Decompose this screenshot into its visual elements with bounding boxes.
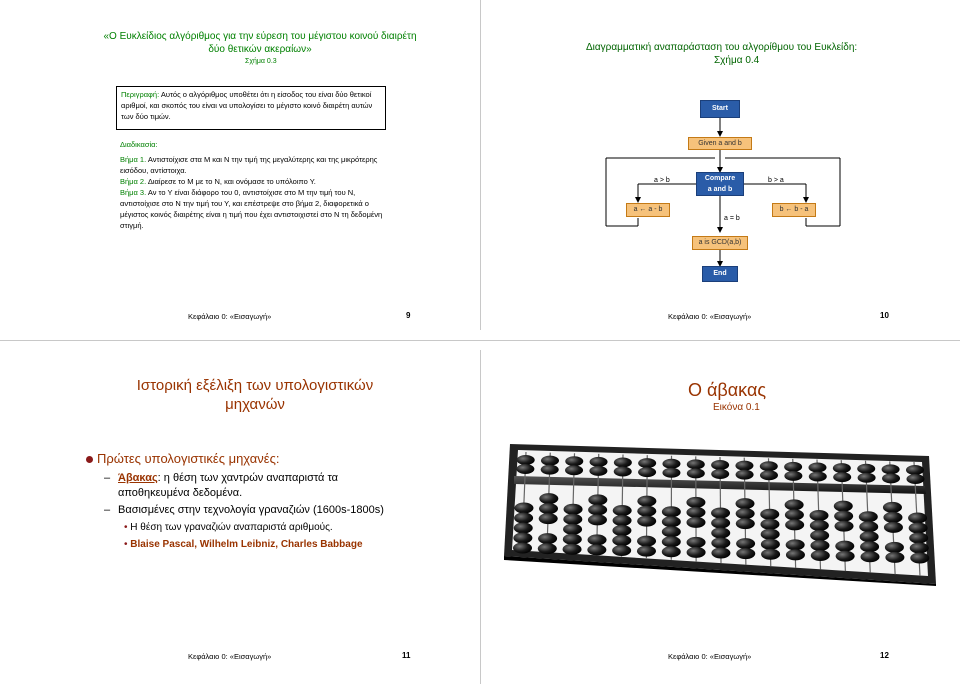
slide-footer: Κεφάλαιο 0: «Εισαγωγή» [668, 652, 752, 661]
flow-gcd: a is GCD(a,b) [692, 236, 748, 250]
flow-label-a-gt-b: a > b [654, 177, 670, 184]
slide-footer: Κεφάλαιο 0: «Εισαγωγή» [188, 312, 272, 321]
bullet-marker [86, 456, 93, 463]
item-label: Άβακας [118, 472, 158, 484]
flow-start: Start [700, 100, 740, 118]
dash-marker: – [104, 504, 111, 516]
figure-caption: Σχήμα 0.3 [245, 58, 277, 65]
sub-bullet-marker: • [124, 539, 128, 550]
page-number: 9 [406, 311, 411, 320]
sub-item-2 [124, 538, 363, 552]
figure-caption: Σχήμα 0.4 [714, 55, 760, 66]
vertical-divider-top [480, 0, 481, 330]
horizontal-divider [0, 340, 960, 341]
step-3 [120, 187, 390, 231]
main-bullet [86, 451, 279, 466]
procedure-label: Διαδικασία: [120, 140, 158, 149]
page-number: 10 [880, 311, 889, 320]
step-label: Βήμα 1. [120, 155, 147, 164]
step-label: Βήμα 3. [120, 188, 147, 197]
slide-title: Ιστορική εξέλιξη των υπολογιστικών μηχανών [136, 377, 374, 413]
figure-caption: Εικόνα 0.1 [713, 402, 760, 413]
flow-given: Given a and b [688, 137, 752, 150]
step-label: Βήμα 2. [120, 177, 147, 186]
dash-marker: – [104, 472, 111, 484]
sub-item-text: Blaise Pascal, Wilhelm Leibniz, Charles Babbage [130, 539, 363, 550]
flow-end: End [702, 266, 738, 282]
slide-title: Διαγραμματική αναπαράσταση του αλγορίθμου του Ευκλείδη: [586, 42, 858, 53]
slide-title: Ο άβακας [688, 380, 767, 400]
list-item-abacus [104, 471, 404, 501]
sub-item-text: Η θέση των γραναζιών αναπαριστά αριθμούς. [130, 522, 333, 533]
slide-footer: Κεφάλαιο 0: «Εισαγωγή» [668, 312, 752, 321]
item-text: Βασισμένες στην τεχνολογία γραναζιών (1600s-1800s) [118, 504, 384, 516]
list-item-gears [104, 503, 444, 518]
slide-footer: Κεφάλαιο 0: «Εισαγωγή» [188, 652, 272, 661]
step-text: Αν το Υ είναι διάφορο του 0, αντιστοίχισε στο Μ την τιμή του Ν, αντιστοίχισε στο Ν την τιμή του Υ, και επέστρεψε στο βήμα 2, διαφορετικά ο μέγιστος κοινός διαιρέτης είναι η τιμή που έχει αντιστοιχιστεί στο Ν τη δεδομένη στιγμή. [120, 188, 383, 230]
step-text: Διαίρεσε το Μ με το Ν, και ονόμασε το υπόλοιπο Υ. [146, 177, 316, 186]
step-text: Αντιστοίχισε στα Μ και Ν την τιμή της μεγαλύτερης και της μικρότερης εισόδου, αντίστοιχα. [120, 155, 378, 175]
description-text: Αυτός ο αλγόριθμος υποθέτει ότι η είσοδος του είναι δύο θετικοί αριθμοί, και σκοπός του είναι να υπολογίσει το μέγιστο κοινό διαιρέτη αυτών των δύο τιμών. [121, 90, 373, 121]
flow-left-op: a ← a - b [626, 203, 670, 217]
abacus-image [504, 436, 939, 586]
description-box [116, 86, 386, 130]
sub-bullet-marker: • [124, 522, 128, 533]
bullet-text: Πρώτες υπολογιστικές μηχανές: [97, 451, 280, 466]
vertical-divider-bottom [480, 350, 481, 684]
flow-label-b-gt-a: b > a [768, 177, 784, 184]
description-label: Περιγραφή: [121, 90, 160, 99]
sub-item-1 [124, 521, 333, 535]
flow-compare: Compare a and b [696, 172, 744, 196]
flow-right-op: b ← b - a [772, 203, 816, 217]
page-number: 11 [402, 651, 411, 660]
slide-title: «Ο Ευκλείδιος αλγόριθμος για την εύρεση του μέγιστου κοινού διαιρέτη δύο θετικών ακεραίων» [103, 31, 417, 55]
step-1 [120, 154, 390, 176]
page-number: 12 [880, 651, 889, 660]
step-2 [120, 176, 390, 187]
item-text: : η θέση των χαντρών αναπαριστά τα αποθηκευμένα δεδομένα. [118, 472, 339, 499]
flow-label-a-eq-b: a = b [724, 215, 740, 222]
